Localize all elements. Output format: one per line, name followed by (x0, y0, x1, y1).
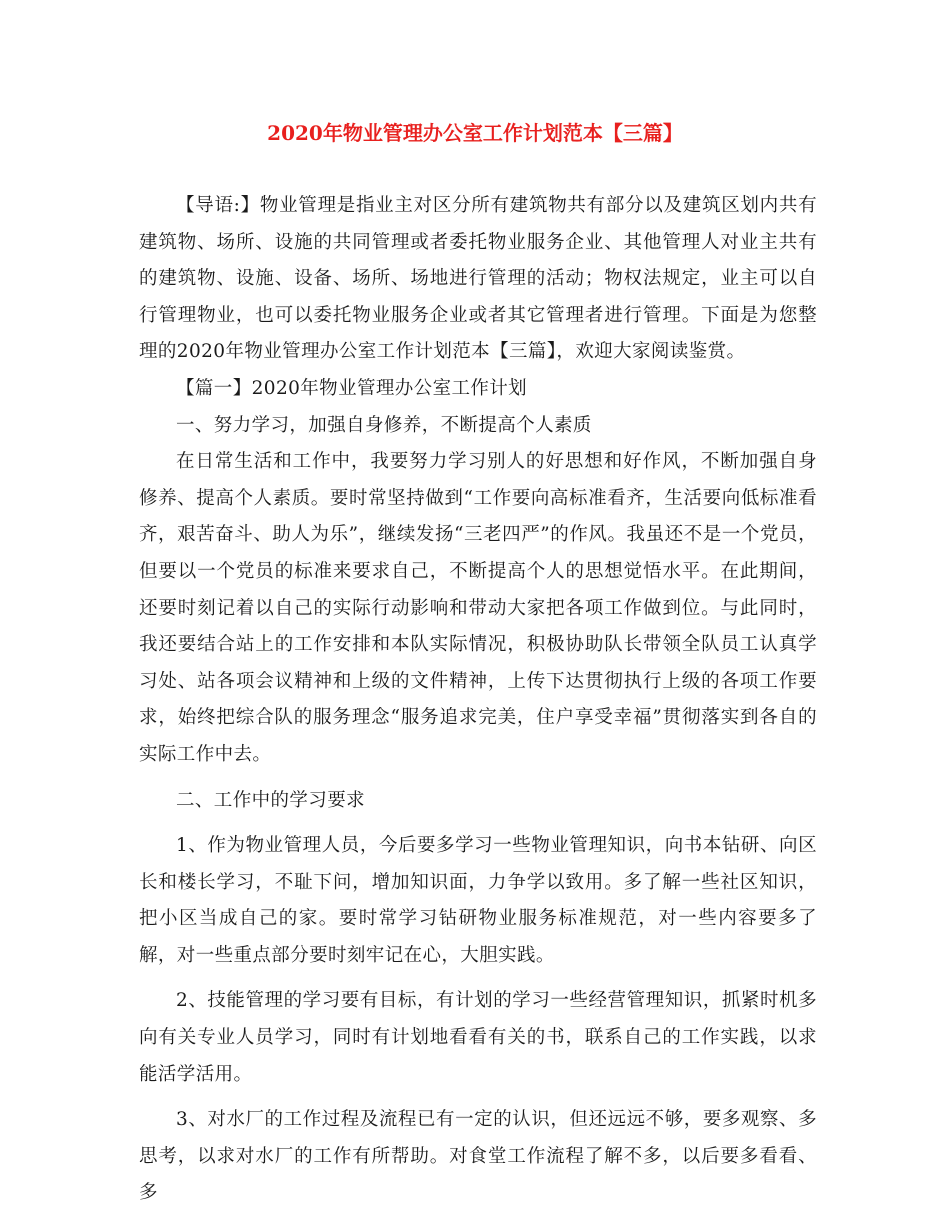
subheading-study-requirements: 二、工作中的学习要求 (176, 789, 366, 811)
list-item-1: 1、作为物业管理人员，今后要多学习一些物业管理知识，向书本钻研、向区长和楼长学习，不耻下问，增加知识面，力争学以致用。多了解一些社区知识，把小区当成自己的家。要时常学习钻研物业服务标准规范，对一些内容要多了解，对一些重点部分要时刻牢记在心，大胆实践。 (139, 835, 817, 966)
section-heading-part-one: 【篇一】2020年物业管理办公室工作计划 (176, 377, 528, 399)
list-item-3: 3、对水厂的工作过程及流程已有一定的认识，但还远远不够，要多观察、多思考，以求对水厂的工作有所帮助。对食堂工作流程了解不多，以后要多看看、多 (139, 1109, 817, 1204)
document-title: 2020年物业管理办公室工作计划范本【三篇】 (267, 121, 683, 145)
subheading-study: 一、努力学习，加强自身修养，不断提高个人素质 (176, 414, 592, 436)
list-item-2: 2、技能管理的学习要有目标，有计划的学习一些经营管理知识，抓紧时机多向有关专业人员学习，同时有计划地看看有关的书，联系自己的工作实践，以求能活学活用。 (139, 990, 817, 1085)
intro-paragraph: 【导语:】物业管理是指业主对区分所有建筑物共有部分以及建筑区划内共有建筑物、场所、设施的共同管理或者委托物业服务企业、其他管理人对业主共有的建筑物、设施、设备、场所、场地进行管理的活动；物权法规定，业主可以自行管理物业，也可以委托物业服务企业或者其它管理者进行管理。下面是为您整理的2020年物业管理办公室工作计划范本【三篇】，欢迎大家阅读鉴赏。 (139, 195, 817, 363)
body-paragraph: 在日常生活和工作中，我要努力学习别人的好思想和好作风，不断加强自身修养、提高个人素质。要时常坚持做到“工作要向高标准看齐，生活要向低标准看齐，艰苦奋斗、助人为乐”，继续发扬“三老四严”的作风。我虽还不是一个党员，但要以一个党员的标准来要求自己，不断提高个人的思想觉悟水平。在此期间，还要时刻记着以自己的实际行动影响和带动大家把各项工作做到位。与此同时，我还要结合站上的工作安排和本队实际情况，积极协助队长带领全队员工认真学习处、站各项会议精神和上级的文件精神，上传下达贯彻执行上级的各项工作要求，始终把综合队的服务理念“服务追求完美，住户享受幸福”贯彻落实到各自的实际工作中去。 (139, 451, 817, 765)
document-body (139, 188, 817, 1212)
